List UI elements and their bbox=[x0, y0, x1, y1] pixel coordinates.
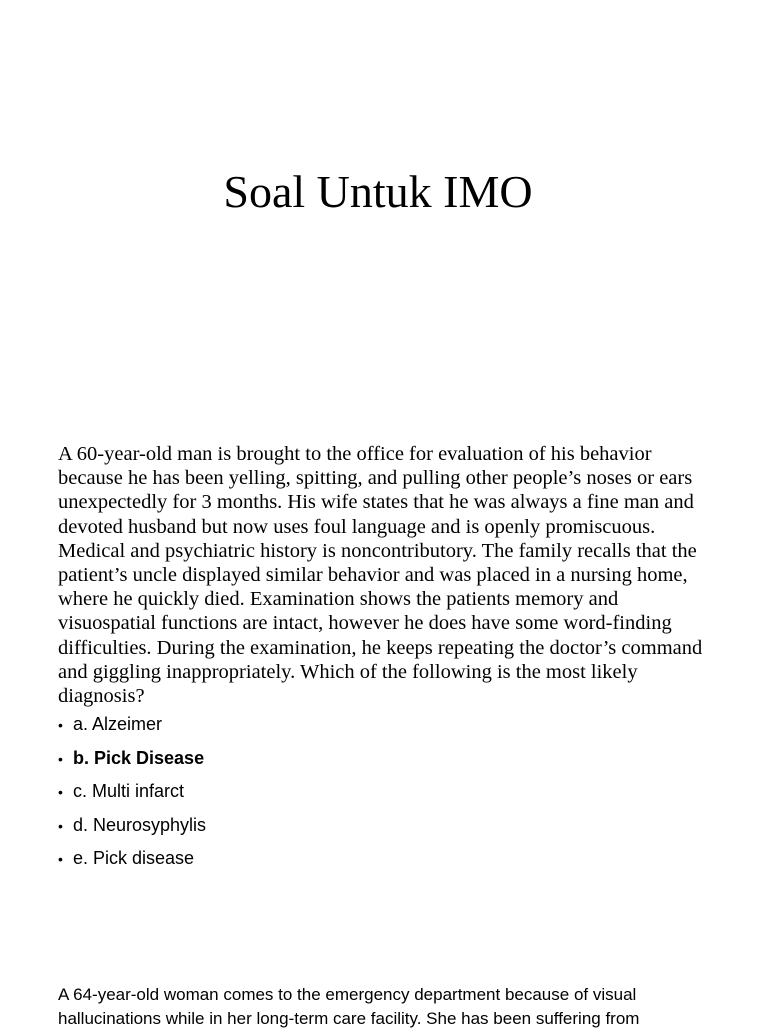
question-text: A 60-year-old man is brought to the office for evaluation of his behavior because he has been yelling, spitting, and pulling other people’s noses or ears unexpectedly for 3 months. His wife states that he was always a fine man and devoted husband but now uses foul language and is openly promiscuous. Medical and psychiatric history is noncontributory. The family recalls that the patient’s uncle displayed similar behavior and was placed in a nursing home, where he quickly died. Examination shows the patients memory and visuospatial functions are intact, however he does have some word-finding difficulties. During the examination, he keeps repeating the doctor’s command and giggling inappropriately. Which of the following is the most likely diagnosis? bbox=[58, 443, 703, 708]
answer-options-list bbox=[58, 708, 206, 876]
next-question-line: hallucinations while in her long-term care facility. She has been suffering from bbox=[58, 1009, 640, 1028]
answer-option-a bbox=[58, 708, 206, 742]
answer-option-label: e. Pick disease bbox=[73, 848, 195, 868]
answer-option-label: a. Alzeimer bbox=[73, 714, 163, 734]
bullet-icon: • bbox=[58, 717, 63, 733]
answer-option-b bbox=[58, 742, 206, 776]
bullet-icon: • bbox=[58, 817, 63, 834]
bullet-icon: • bbox=[58, 784, 63, 800]
answer-option-c bbox=[58, 775, 206, 809]
bullet-icon: • bbox=[58, 750, 63, 767]
next-question-line: A 64-year-old woman comes to the emergency department because of visual bbox=[58, 985, 637, 1004]
answer-option-label-correct: b. Pick Disease bbox=[73, 747, 205, 768]
answer-option-e bbox=[58, 842, 206, 876]
answer-option-label: d. Neurosyphylis bbox=[73, 814, 207, 835]
answer-option-d bbox=[58, 809, 206, 843]
answer-option-label: c. Multi infarct bbox=[73, 781, 185, 801]
slide-title: Soal Untuk IMO bbox=[223, 166, 533, 217]
bullet-icon: • bbox=[58, 851, 63, 867]
